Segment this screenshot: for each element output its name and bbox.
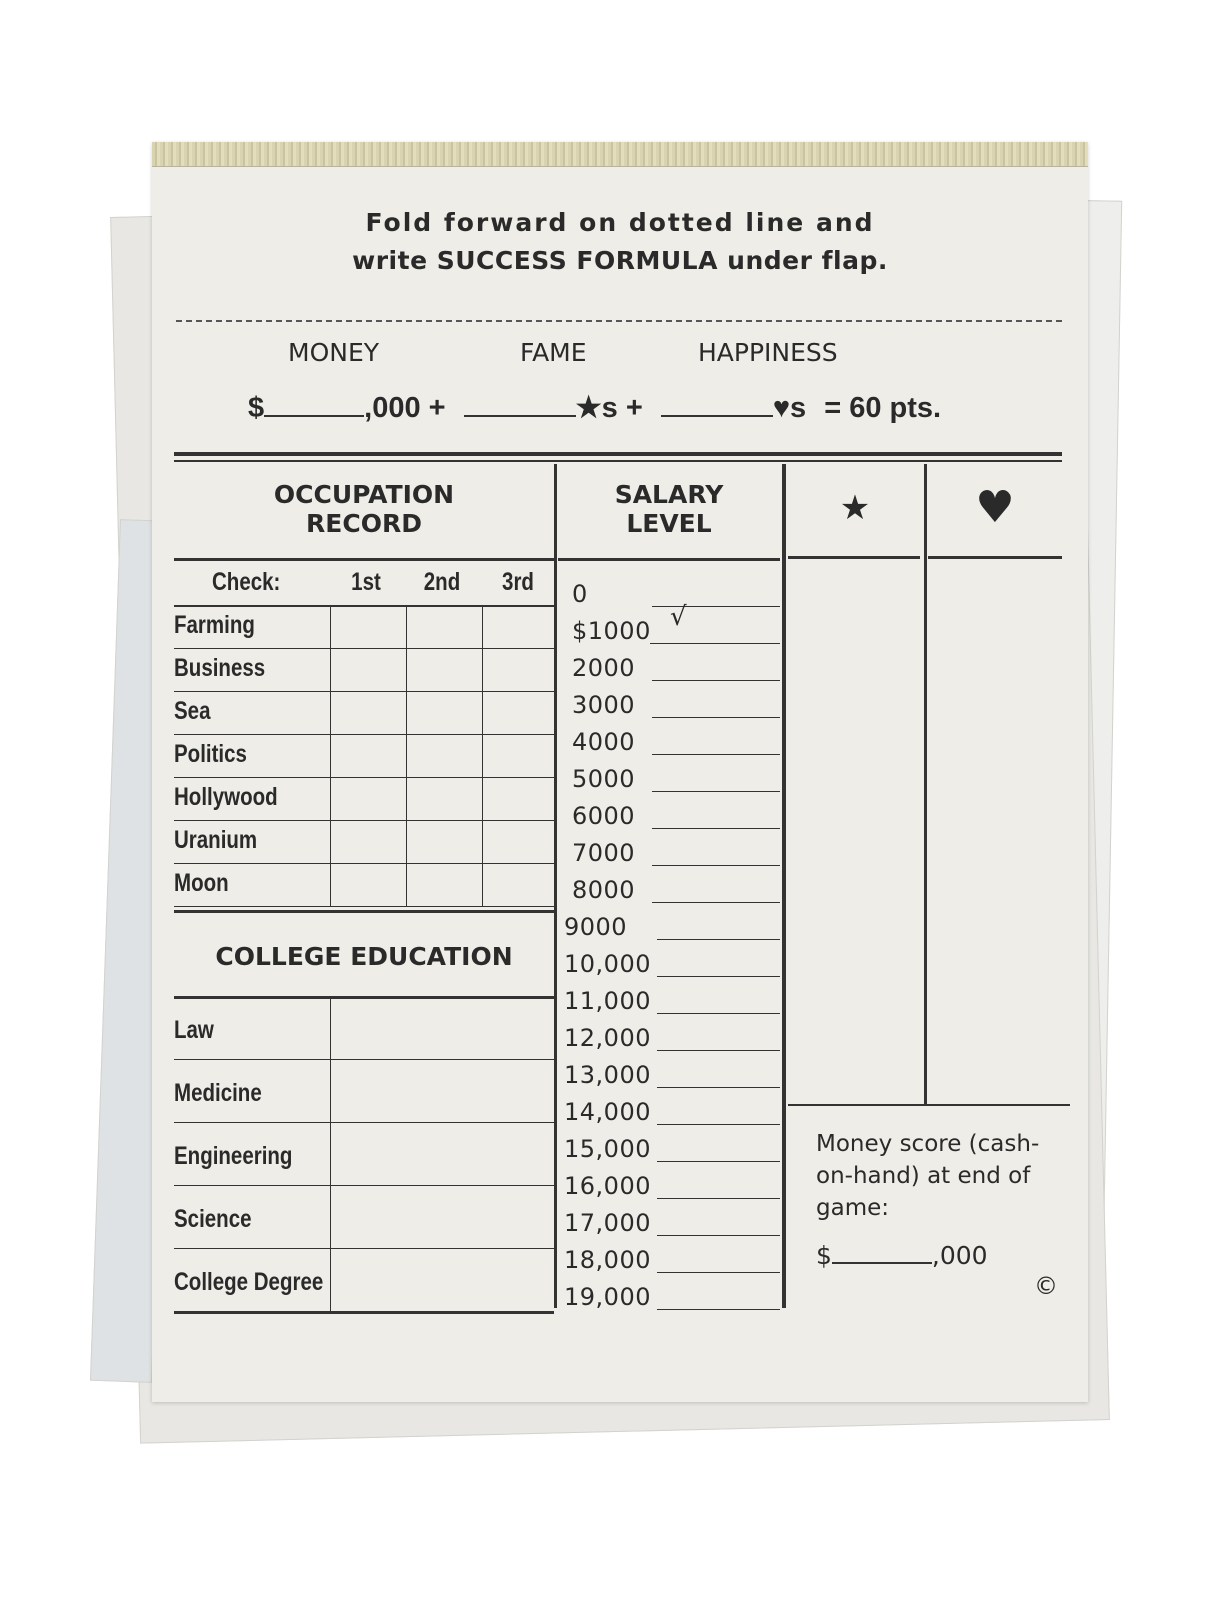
occupation-check-cell[interactable] (332, 779, 400, 818)
divider-star-heart (924, 464, 927, 1104)
salary-level-slot[interactable] (652, 876, 780, 904)
occupation-row-rule (174, 691, 554, 692)
occupation-column-rule (406, 605, 407, 906)
copyright-mark: © (1034, 1272, 1058, 1300)
occupation-row-label: Hollywood (174, 783, 278, 811)
college-check-cell[interactable] (334, 1062, 552, 1119)
salary-level-label: 10,000 (564, 950, 651, 978)
college-row-rule (174, 1311, 554, 1314)
salary-level-label: 19,000 (564, 1283, 651, 1311)
divider-salary-points (782, 464, 786, 1308)
occupation-column-rule (330, 605, 331, 906)
occupation-row-rule (174, 777, 554, 778)
score-sheet (152, 142, 1088, 1402)
salary-level-slot[interactable] (652, 691, 780, 719)
occupation-row-label: Moon (174, 869, 229, 897)
occupation-check-cell[interactable] (484, 822, 552, 861)
occupation-row-rule (174, 734, 554, 735)
salary-level-label: 5000 (572, 765, 636, 793)
occupation-check-cell[interactable] (332, 650, 400, 689)
salary-level-slot[interactable] (652, 802, 780, 830)
college-check-cell[interactable] (334, 1188, 552, 1245)
occupation-column-rule (482, 605, 483, 906)
happiness-label: HAPPINESS (698, 338, 838, 367)
salary-level-slot[interactable] (657, 1098, 780, 1126)
occupation-heading: OCCUPATION RECORD (273, 480, 455, 538)
money-score-label: Money score (cash- on-hand) at end of game: (816, 1131, 1040, 1221)
star-tally-column[interactable] (788, 560, 922, 1104)
occupation-row-label: Farming (174, 611, 255, 639)
salary-level-label: 12,000 (564, 1024, 651, 1052)
salary-level-label: 17,000 (564, 1209, 651, 1237)
success-formula: $ ,000 + ★s + ♥s = 60 pts. (248, 392, 942, 424)
heart-icon: ♥ (772, 392, 791, 424)
money-blank[interactable] (264, 391, 364, 417)
salary-level-label: 8000 (572, 876, 636, 904)
fame-label: FAME (520, 338, 587, 367)
salary-heading: SALARY LEVEL (614, 480, 724, 538)
double-rule-bottom (174, 460, 1062, 462)
occupation-check-cell[interactable] (484, 607, 552, 646)
occupation-bottom-rule (174, 910, 554, 913)
salary-level-slot[interactable] (657, 987, 780, 1015)
salary-level-label: 15,000 (564, 1135, 651, 1163)
salary-level-slot[interactable] (657, 1209, 780, 1237)
salary-level-label: 13,000 (564, 1061, 651, 1089)
occupation-column-header: 1st (351, 568, 381, 596)
salary-level-slot[interactable] (657, 1172, 780, 1200)
occupation-heading-rule (174, 558, 554, 561)
star-column-rule (788, 556, 920, 559)
salary-checkmark: √ (670, 602, 687, 632)
money-score-field: $ ,000 (816, 1238, 988, 1270)
occupation-row-rule (174, 648, 554, 649)
fame-blank[interactable] (464, 391, 576, 417)
occupation-check-cell[interactable] (484, 736, 552, 775)
fold-instruction-line1: Fold forward on dotted line and (365, 208, 875, 237)
college-check-cell[interactable] (334, 999, 552, 1056)
occupation-row-label: Uranium (174, 826, 258, 854)
occupation-check-cell[interactable] (332, 822, 400, 861)
salary-level-label: 18,000 (564, 1246, 651, 1274)
occupation-check-cell[interactable] (408, 650, 476, 689)
occupation-row-rule (174, 863, 554, 864)
college-row-label: Science (174, 1205, 252, 1233)
salary-level-label: 0 (572, 580, 588, 608)
double-rule-top (174, 452, 1062, 456)
college-row-label: Law (174, 1016, 214, 1044)
money-label: MONEY (288, 338, 380, 367)
salary-level-slot[interactable] (657, 1246, 780, 1274)
salary-level-label: 2000 (572, 654, 636, 682)
fold-instruction-line2: write SUCCESS FORMULA under flap. (352, 246, 888, 275)
college-column-rule (330, 996, 331, 1311)
college-row-rule (174, 1185, 554, 1186)
salary-level-slot[interactable] (652, 765, 780, 793)
salary-level-label: 4000 (572, 728, 636, 756)
occupation-check-cell[interactable] (408, 865, 476, 904)
college-row-label: Engineering (174, 1142, 293, 1170)
occupation-check-cell[interactable] (332, 607, 400, 646)
check-label: Check: (212, 568, 281, 596)
salary-level-label: 16,000 (564, 1172, 651, 1200)
occupation-row-rule (174, 906, 554, 907)
money-score-rule (788, 1104, 1070, 1106)
salary-level-label: 9000 (564, 913, 628, 941)
occupation-row-label: Politics (174, 740, 247, 768)
occupation-check-cell[interactable] (484, 693, 552, 732)
occupation-row-label: Business (174, 654, 266, 682)
salary-level-label: 11,000 (564, 987, 651, 1015)
college-row-label: College Degree (174, 1268, 324, 1296)
occupation-check-cell[interactable] (484, 779, 552, 818)
occupation-column-header: 3rd (502, 568, 534, 596)
college-check-cell[interactable] (334, 1125, 552, 1182)
salary-level-label: 14,000 (564, 1098, 651, 1126)
occupation-check-cell[interactable] (408, 607, 476, 646)
salary-level-slot[interactable] (657, 913, 780, 941)
heart-tally-column[interactable] (928, 560, 1062, 1104)
occupation-check-cell[interactable] (332, 736, 400, 775)
salary-level-slot[interactable] (657, 1135, 780, 1163)
heart-column-rule (928, 556, 1062, 559)
occupation-check-cell[interactable] (408, 693, 476, 732)
salary-level-label: 6000 (572, 802, 636, 830)
heart-icon: ♥ (975, 482, 1015, 533)
college-row-label: Medicine (174, 1079, 262, 1107)
college-row-rule (174, 1122, 554, 1123)
divider-occupation-salary (554, 464, 557, 1308)
money-score-blank[interactable] (832, 1238, 932, 1264)
salary-level-slot[interactable] (657, 950, 780, 978)
occupation-row-rule (174, 820, 554, 821)
occupation-check-cell[interactable] (408, 736, 476, 775)
occupation-row-label: Sea (174, 697, 211, 725)
pad-binding (152, 142, 1088, 167)
college-row-rule (174, 1248, 554, 1249)
salary-level-slot[interactable] (657, 1283, 780, 1311)
occupation-check-cell[interactable] (484, 865, 552, 904)
salary-level-label: $1000 (572, 617, 651, 645)
salary-level-slot[interactable] (652, 654, 780, 682)
occupation-check-cell[interactable] (408, 779, 476, 818)
star-icon: ★ (839, 488, 871, 528)
happiness-blank[interactable] (661, 391, 773, 417)
occupation-check-cell[interactable] (332, 865, 400, 904)
salary-level-slot[interactable] (652, 728, 780, 756)
salary-level-slot[interactable] (657, 1061, 780, 1089)
star-icon: ★ (575, 392, 602, 424)
occupation-check-cell[interactable] (332, 693, 400, 732)
occupation-column-header: 2nd (423, 568, 461, 596)
salary-heading-rule (558, 558, 780, 561)
college-row-rule (174, 1059, 554, 1060)
occupation-check-cell[interactable] (408, 822, 476, 861)
college-heading: COLLEGE EDUCATION (215, 942, 513, 971)
occupation-check-cell[interactable] (484, 650, 552, 689)
college-check-cell[interactable] (334, 1251, 552, 1308)
fold-dotted-line (176, 320, 1062, 322)
salary-level-label: 3000 (572, 691, 636, 719)
salary-level-slot[interactable] (657, 1024, 780, 1052)
salary-level-slot[interactable] (652, 839, 780, 867)
salary-level-label: 7000 (572, 839, 636, 867)
